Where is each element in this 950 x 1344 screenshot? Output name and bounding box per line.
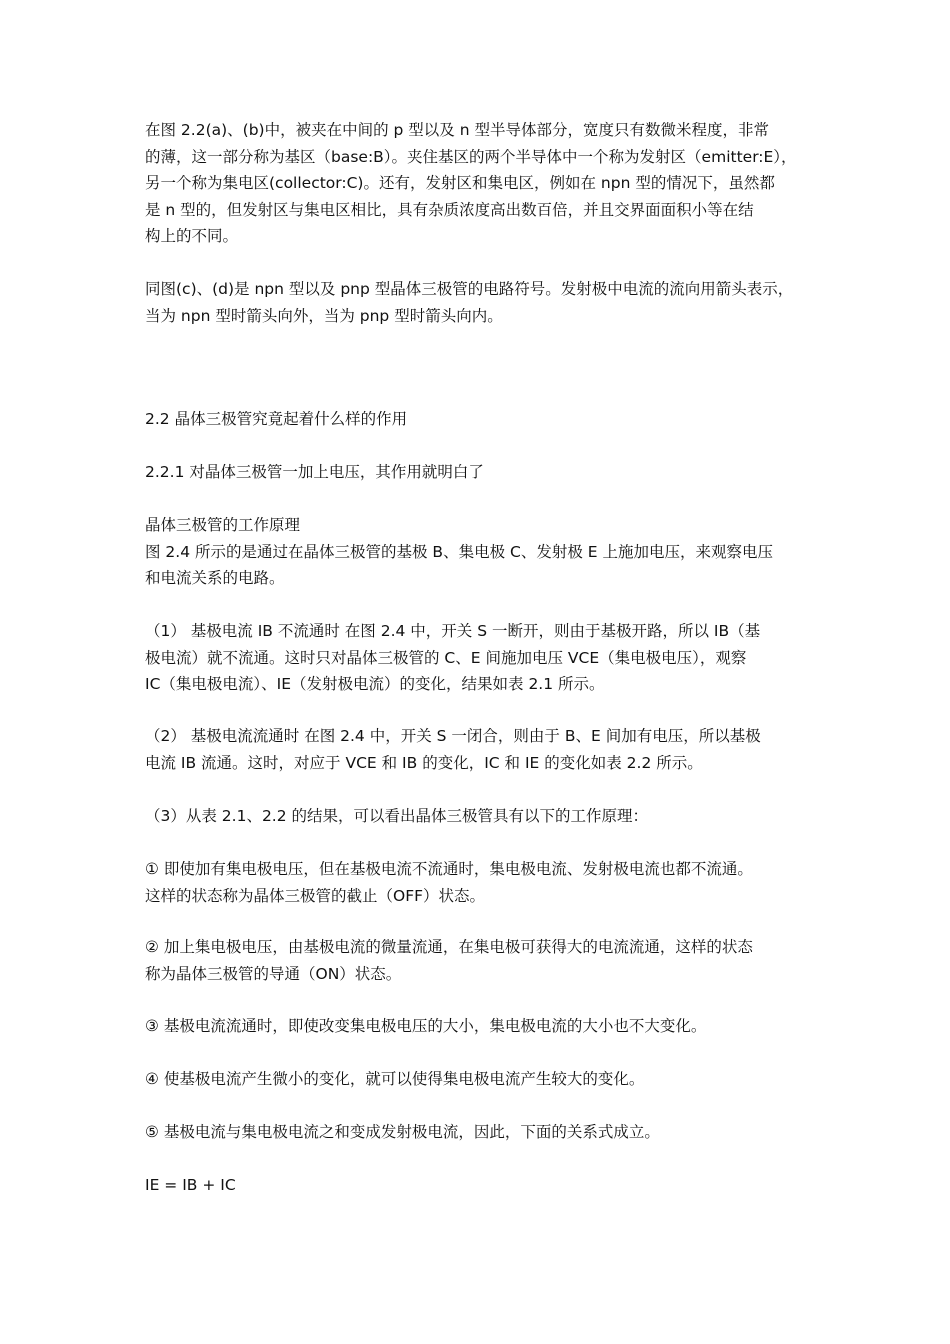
text-line: ⑤ 基极电流与集电极电流之和变成发射极电流，因此，下面的关系式成立。 xyxy=(145,1123,660,1141)
text-line: ③ 基极电流流通时，即使改变集电极电压的大小，集电极电流的大小也不大变化。 xyxy=(145,1017,707,1035)
paragraph-base-region xyxy=(145,117,809,250)
paragraph-case-1 xyxy=(145,618,809,698)
paragraph-case-3 xyxy=(145,803,809,830)
text-line: （3）从表 2.1、2.2 的结果，可以看出晶体三极管具有以下的工作原理： xyxy=(145,807,649,825)
formula-ie: IE = IB + IC xyxy=(145,1176,236,1194)
paragraph-principle-3 xyxy=(145,1013,809,1040)
text-line: 构上的不同。 xyxy=(145,227,239,245)
text-line: 的薄，这一部分称为基区（base:B）。夹住基区的两个半导体中一个称为发射区（emitter:E）， xyxy=(145,147,797,166)
text-line: 另一个称为集电区(collector:C)。还有，发射区和集电区，例如在 npn 型的情况下，虽然都 xyxy=(145,174,775,192)
text-line: （1） 基极电流 IB 不流通时 在图 2.4 中，开关 S 一断开，则由于基极开路，所以 IB（基 xyxy=(145,622,761,640)
text-line: 极电流）就不流通。这时只对晶体三极管的 C、E 间施加电压 VCE（集电极电压），观察 xyxy=(145,648,747,667)
text-line: 同图(c)、(d)是 npn 型以及 pnp 型晶体三极管的电路符号。发射极中电流的流向用箭头表示， xyxy=(145,280,794,298)
text-line: 晶体三极管的工作原理 xyxy=(145,516,301,534)
paragraph-principle-2 xyxy=(145,934,809,987)
paragraph-case-2 xyxy=(145,723,809,776)
text-line: ④ 使基极电流产生微小的变化，就可以使得集电极电流产生较大的变化。 xyxy=(145,1070,645,1088)
text-line: 是 n 型的，但发射区与集电区相比，具有杂质浓度高出数百倍，并且交界面面积小等在结 xyxy=(145,200,754,219)
paragraph-circuit-symbols xyxy=(145,276,809,329)
text-line: 当为 npn 型时箭头向外，当为 pnp 型时箭头向内。 xyxy=(145,306,503,325)
text-line: ② 加上集电极电压，由基极电流的微量流通，在集电极可获得大的电流流通，这样的状态 xyxy=(145,938,753,956)
text-line: （2） 基极电流流通时 在图 2.4 中，开关 S 一闭合，则由于 B、E 间加有电压，所以基极 xyxy=(145,727,761,745)
text-line: ① 即使加有集电极电压，但在基极电流不流通时，集电极电流、发射极电流也都不流通。 xyxy=(145,860,753,878)
paragraph-principle-4 xyxy=(145,1066,809,1093)
text-line: 称为晶体三极管的导通（ON）状态。 xyxy=(145,964,402,983)
paragraph-principle-5 xyxy=(145,1119,809,1146)
paragraph-principle-1 xyxy=(145,856,809,909)
section-heading-2-2-1: 2.2.1 对晶体三极管一加上电压，其作用就明白了 xyxy=(145,463,484,481)
text-line: 图 2.4 所示的是通过在晶体三极管的基极 B、集电极 C、发射极 E 上施加电压，来观察电压 xyxy=(145,542,773,561)
text-line: 在图 2.2(a)、(b)中，被夹在中间的 p 型以及 n 型半导体部分，宽度只有数微米程度，非常 xyxy=(145,121,769,139)
paragraph-working-principle-intro xyxy=(145,512,809,592)
text-line: 和电流关系的电路。 xyxy=(145,569,285,587)
section-heading-2-2: 2.2 晶体三极管究竟起着什么样的作用 xyxy=(145,410,408,428)
text-line: 电流 IB 流通。这时，对应于 VCE 和 IB 的变化，IC 和 IE 的变化如表 2.2 所示。 xyxy=(145,753,703,772)
text-line: IC（集电极电流）、IE（发射极电流）的变化，结果如表 2.1 所示。 xyxy=(145,675,605,693)
text-line: 这样的状态称为晶体三极管的截止（OFF）状态。 xyxy=(145,886,486,905)
